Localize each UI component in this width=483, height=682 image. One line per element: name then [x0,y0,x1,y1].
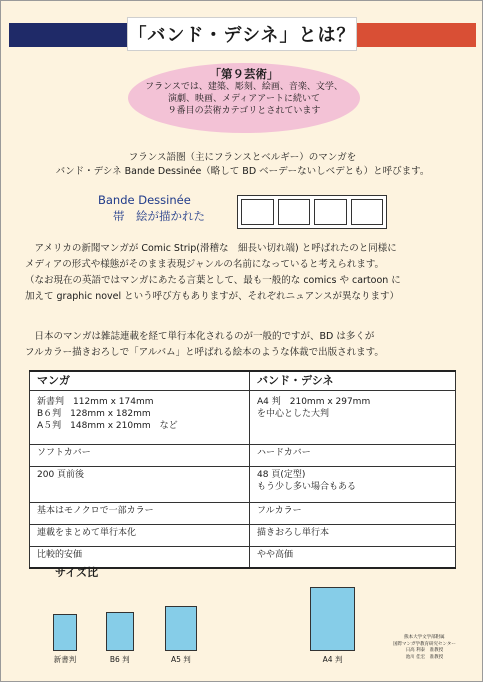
page-title: 「バンド・デシネ」とは？ [127,17,357,51]
cell-line: 描きおろし単行本 [257,527,330,538]
cell-line: 新書判 112mm x 174mm [37,396,154,407]
ninth-art-heading: 「第９芸術」 [209,67,279,81]
manga-cell [30,390,250,444]
bd-cell [250,390,456,444]
size-box [106,612,134,651]
table-row [30,390,456,444]
bd-cell [250,466,456,502]
bd-cell [250,524,456,546]
comparison-table [29,370,456,569]
navy-header-band [9,23,127,47]
paragraph-line: 加えて graphic novel という呼び方もありますが、それぞれニュアンスが異なります） [25,291,400,302]
cell-line: A4 判 210mm x 297mm [257,396,371,407]
bd-term-label: Bande Dessinée [98,193,191,207]
cell-line: ソフトカバー [37,447,91,458]
cell-line: B６判 128mm x 182mm [37,408,151,419]
red-header-band [357,23,476,47]
intro-line: バンド・デシネ Bande Dessinée（略して BD ベーデーないしベデとも）と呼びます。 [55,166,430,177]
column-header-manga: マンガ [30,371,250,390]
strip-panel [241,199,274,225]
table-row [30,444,456,466]
cell-line: もう少し多い場合もある [257,481,357,492]
column-header-bd: バンド・デシネ [250,371,456,390]
strip-panel [351,199,384,225]
bubble-line: ９番目の芸術カテゴリとされています [167,106,321,116]
table-row [30,502,456,524]
ninth-art-bubble [128,63,360,133]
paragraph-line: アメリカの新聞マンガが Comic Strip(滑稽な 細長い切れ端) と呼ばれたのと同様に [25,243,397,254]
manga-cell [30,502,250,524]
credit-line: 池川 佳宏 准教授 [405,654,444,660]
cell-line: ハードカバー [257,447,311,458]
cell-line: 比較的安価 [37,549,83,560]
paragraph-line: 日本のマンガは雑誌連載を経て単行本化されるのが一般的ですが、BD は多くが [25,331,375,342]
cell-line: フルカラー [257,505,302,516]
size-label: A5 判 [171,655,191,664]
manga-cell [30,524,250,546]
credit-line: 日高 利泰 准教授 [405,648,444,653]
intro-text [1,151,483,179]
cell-line: 48 頁(定型) [257,469,306,480]
size-label: 新書判 [53,655,77,664]
size-label: B6 判 [109,655,130,664]
bd-cell [250,502,456,524]
intro-line: フランス語圏（主にフランスとベルギー）のマンガを [128,152,357,163]
cell-line: A５判 148mm x 210mm など [37,420,178,431]
table-header-row [30,371,456,390]
cell-line: やや高価 [257,549,294,560]
bd-cell [250,546,456,568]
credit-text [393,635,456,661]
bd-term-meaning: 帯 絵が描かれた [113,209,205,223]
size-box [310,587,355,651]
publication-paragraph [25,329,465,361]
cell-line: 連載をまとめて単行本化 [37,527,137,538]
credit-line: 熊本大学文学部附属 [404,635,445,640]
paragraph-line: メディアの形式や様態がそのまま表現ジャンルの名前になっていると考えられます。 [25,259,385,270]
bubble-line: 演劇、映画、メディアアートに続いて [167,94,320,104]
paragraph-line: （なお現在の英語ではマンガにあたる言葉として、最も一般的な comics や cartoon に [25,275,401,286]
table-row [30,524,456,546]
size-label: A4 判 [322,655,343,664]
strip-panel [278,199,311,225]
cell-line: 基本はモノクロで一部カラー [37,505,154,516]
table-row [30,466,456,502]
manga-cell [30,444,250,466]
manga-cell [30,466,250,502]
strip-panel [314,199,347,225]
size-comparison-title: サイズ比 [55,566,99,579]
bubble-line: フランスでは、建築、彫刻、絵画、音楽、文学、 [145,82,343,92]
comic-strip-illustration [237,195,387,229]
credit-line: 国際マンガ学教育研究センター [393,641,456,647]
bd-cell [250,444,456,466]
cell-line: を中心とした大判 [257,408,330,419]
cell-line: 200 頁前後 [37,469,85,480]
paragraph-line: フルカラー描きおろしで「アルバム」と呼ばれる絵本のような体裁で出版されます。 [25,347,384,358]
size-box [165,606,197,651]
comic-strip-paragraph [25,241,465,305]
size-box [53,614,77,651]
